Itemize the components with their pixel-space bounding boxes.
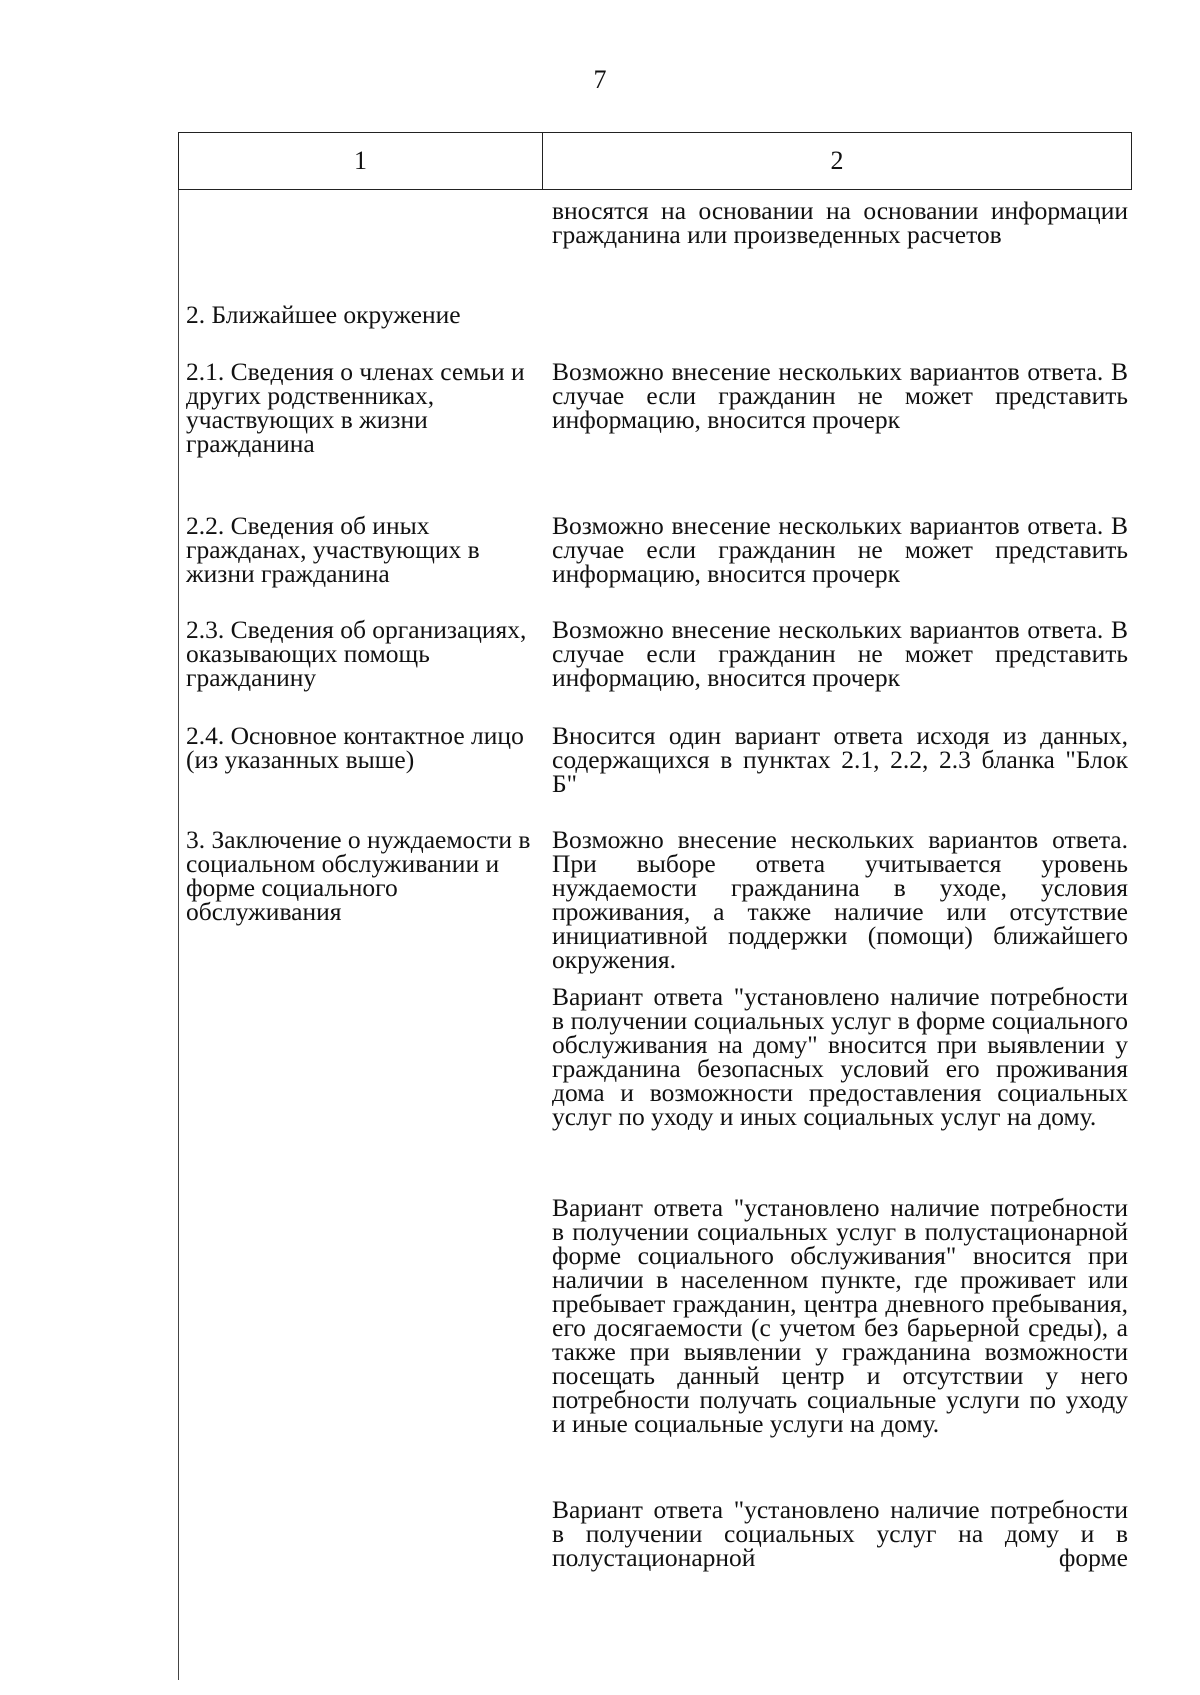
row-2-1-text: Возможно внесение нескольких вариантов ответа. В случае если гражданин не может представить информацию, вносится прочерк xyxy=(552,357,1128,434)
table-left-border xyxy=(178,190,179,1680)
row-2-4-text: Вносится один вариант ответа исходя из данных, содержащихся в пунктах 2.1, 2.2, 2.3 бланка "Блок Б" xyxy=(552,721,1128,798)
section-3-paragraph-4: Вариант ответа "установлено наличие потребности в получении социальных услуг на дому и в полустационарной форме xyxy=(552,1495,1128,1572)
section-3-label: 3. Заключение о нуждаемости в социальном обслуживании и форме социального обслуживания xyxy=(186,825,531,926)
continuation-text: вносятся на основании на основании информации гражданина или произведенных расчетов xyxy=(552,196,1128,249)
section-3-paragraph-1: Возможно внесение нескольких вариантов ответа. При выборе ответа учитывается уровень нуждаемости гражданина в уходе, условия проживания, а также наличие или отсутствие инициативной поддержки (помощи) ближайшего окружения. xyxy=(552,825,1128,974)
section-3-paragraph-2: Вариант ответа "установлено наличие потребности в получении социальных услуг в форме социального обслуживания на дому" вносится при выявлении у гражданина безопасных условий его проживания дома и возможности предоставления социальных услуг по уходу и иных социальных услуг на дому. xyxy=(552,982,1128,1131)
row-2-2-label: 2.2. Сведения об иных гражданах, участвующих в жизни гражданина xyxy=(186,511,480,588)
row-2-4-label: 2.4. Основное контактное лицо (из указанных выше) xyxy=(186,721,524,774)
column-header-1: 1 xyxy=(179,133,543,189)
row-2-3-label: 2.3. Сведения об организациях, оказывающих помощь гражданину xyxy=(186,615,527,692)
section-2-title: 2. Ближайшее окружение xyxy=(186,300,461,329)
table-header-row xyxy=(178,132,1132,190)
row-2-1-label: 2.1. Сведения о членах семьи и других родственниках, участвующих в жизни гражданина xyxy=(186,357,525,458)
section-3-paragraph-3: Вариант ответа "установлено наличие потребности в получении социальных услуг в полустационарной форме социального обслуживания" вносится при наличии в населенном пункте, где проживает или пребывает гражданин, центра дневного пребывания, его досягаемости (с учетом без барьерной среды), а также при выявлении у гражданина возможности посещать данный центр и отсутствии у него потребности получать социальные услуги по уходу и иные социальные услуги на дому. xyxy=(552,1193,1128,1438)
row-2-2-text: Возможно внесение нескольких вариантов ответа. В случае если гражданин не может представить информацию, вносится прочерк xyxy=(552,511,1128,588)
column-header-2: 2 xyxy=(830,146,844,175)
page-number: 7 xyxy=(593,65,607,94)
row-2-3-text: Возможно внесение нескольких вариантов ответа. В случае если гражданин не может представить информацию, вносится прочерк xyxy=(552,615,1128,692)
